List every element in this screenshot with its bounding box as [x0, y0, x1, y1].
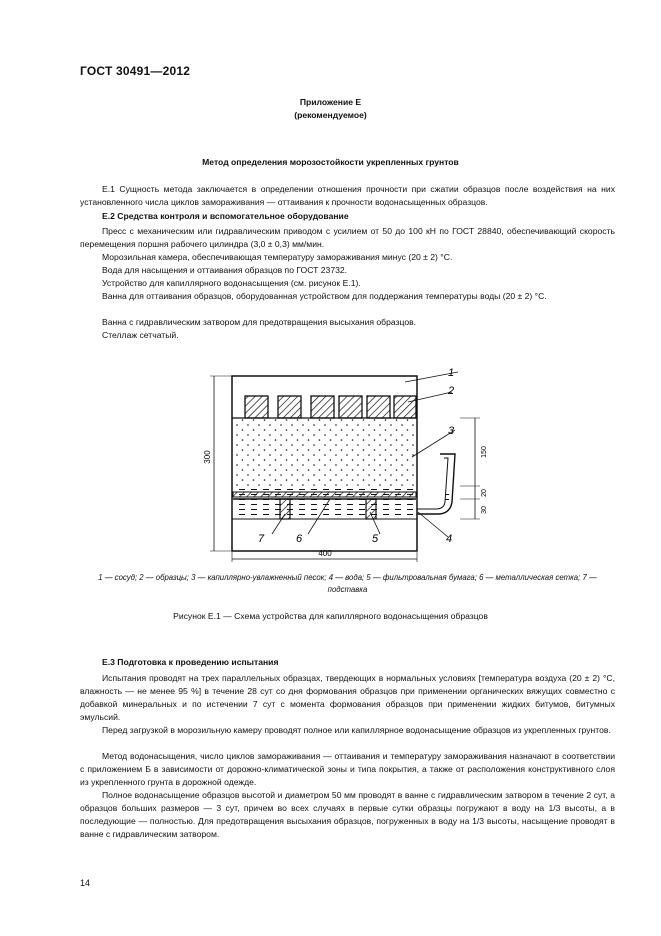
sample	[245, 396, 268, 418]
label-4: 4	[446, 533, 453, 545]
sand-layer	[233, 418, 416, 486]
figure-legend: 1 — сосуд; 2 — образцы; 3 — капиллярно-увлажненный песок; 4 — вода; 5 — фильтровальная бумага; 6 — металлическая сетка; 7 — подставка	[98, 573, 597, 594]
dim-20: 20	[481, 489, 488, 497]
e2-item-thaw-bath: Ванна для оттаивания образцов, оборудованная устройством для поддержания температуры воды (20 ± 2) °С.	[102, 291, 547, 301]
label-3: 3	[448, 425, 455, 437]
section-e3-title: Е.3 Подготовка к проведению испытания	[102, 657, 279, 667]
label-2: 2	[448, 385, 455, 397]
hydraulic-seal	[417, 454, 455, 514]
appendix-status: (рекомендуемое)	[294, 110, 367, 120]
label-7: 7	[258, 533, 265, 545]
water-layer	[233, 486, 416, 518]
e2-item-hydraulic-bath: Ванна с гидравлическим затвором для предотвращения высыхания образцов.	[102, 317, 417, 327]
dim-300: 300	[203, 450, 212, 464]
document-header: ГОСТ 30491—2012	[80, 64, 191, 78]
e2-item-water: Вода для насыщения и оттаивания образцов по ГОСТ 23732.	[102, 265, 348, 275]
filter-paper	[233, 492, 416, 497]
label-5: 5	[372, 533, 379, 545]
e3-paragraph: Метод водонасыщения, число циклов замораживания — оттаивания и температуру замораживания назначают в соответствии с приложением Б в зависимости от дорожно-климатической зоны и типа покрытия, а также от расположения конструктивного слоя из укрепленного грунта в дорожной одежде.	[80, 751, 615, 787]
dim-150: 150	[481, 446, 488, 458]
e2-item-press: Пресс с механическим или гидравлическим приводом с усилием от 50 до 100 кН по ГОСТ 28840, обеспечивающий скорость перемещения поршня рабочего цилиндра (3,0 ± 0,3) мм/мин.	[80, 226, 615, 249]
figure-caption: Рисунок Е.1 — Схема устройства для капиллярного водонасыщения образцов	[173, 611, 488, 621]
sample	[311, 396, 334, 418]
support	[280, 499, 290, 519]
e3-paragraph: Испытания проводят на трех параллельных образцах, твердеющих в нормальных условиях [температура воздуха (20 ± 2) °С, влажность — не менее 95 %] в течение 28 сут со дня формования образцов при применении органических вяжущих совместно с добавкой минеральных и по истечении 7 сут с момента формования образцов при применении жидких битумов, битумных эмульсий.	[80, 673, 615, 722]
sample	[278, 396, 301, 418]
sample	[394, 396, 416, 418]
e3-paragraph: Полное водонасыщение образцов высотой и диаметром 50 мм проводят в ванне с гидравлическим затвором в течение 2 сут, а образцов больших размеров — 3 сут, причем во всех случаях в первые сутки образцы погружают в воду на 1/3 высоты, а в последующие — полностью. Для предотвращения высыхания образцов, погруженных в воду на 1/3 высоты, насыщение проводят в ванне с гидравлическим затвором.	[80, 790, 615, 839]
sample	[339, 396, 362, 418]
e2-item-rack: Стеллаж сетчатый.	[102, 330, 179, 340]
appendix-title: Приложение Е	[299, 97, 362, 107]
figure-e1-diagram	[190, 362, 510, 567]
dim-400: 400	[318, 549, 332, 558]
e3-paragraph: Перед загрузкой в морозильную камеру проводят полное или капиллярное водонасыщение образцов из укрепленных грунтов.	[102, 725, 611, 735]
e2-item-freezer: Морозильная камера, обеспечивающая температуру замораживания минус (20 ± 2) °С.	[102, 252, 453, 262]
dim-30: 30	[481, 506, 488, 514]
label-6: 6	[296, 533, 303, 545]
method-title: Метод определения морозостойкости укрепленных грунтов	[202, 157, 459, 167]
sample	[367, 396, 390, 418]
page-number: 14	[80, 878, 91, 888]
section-e1-text: Е.1 Сущность метода заключается в определении отношения прочности при сжатии образцов после воздействия на них установленного числа циклов замораживания — оттаивания к прочности водонасыщенных образцов.	[80, 184, 615, 207]
label-1: 1	[448, 367, 455, 379]
section-e2-title: Е.2 Средства контроля и вспомогательное оборудование	[102, 211, 349, 221]
support	[366, 499, 376, 519]
e2-item-device: Устройство для капиллярного водонасыщения (см. рисунок Е.1).	[102, 278, 361, 288]
